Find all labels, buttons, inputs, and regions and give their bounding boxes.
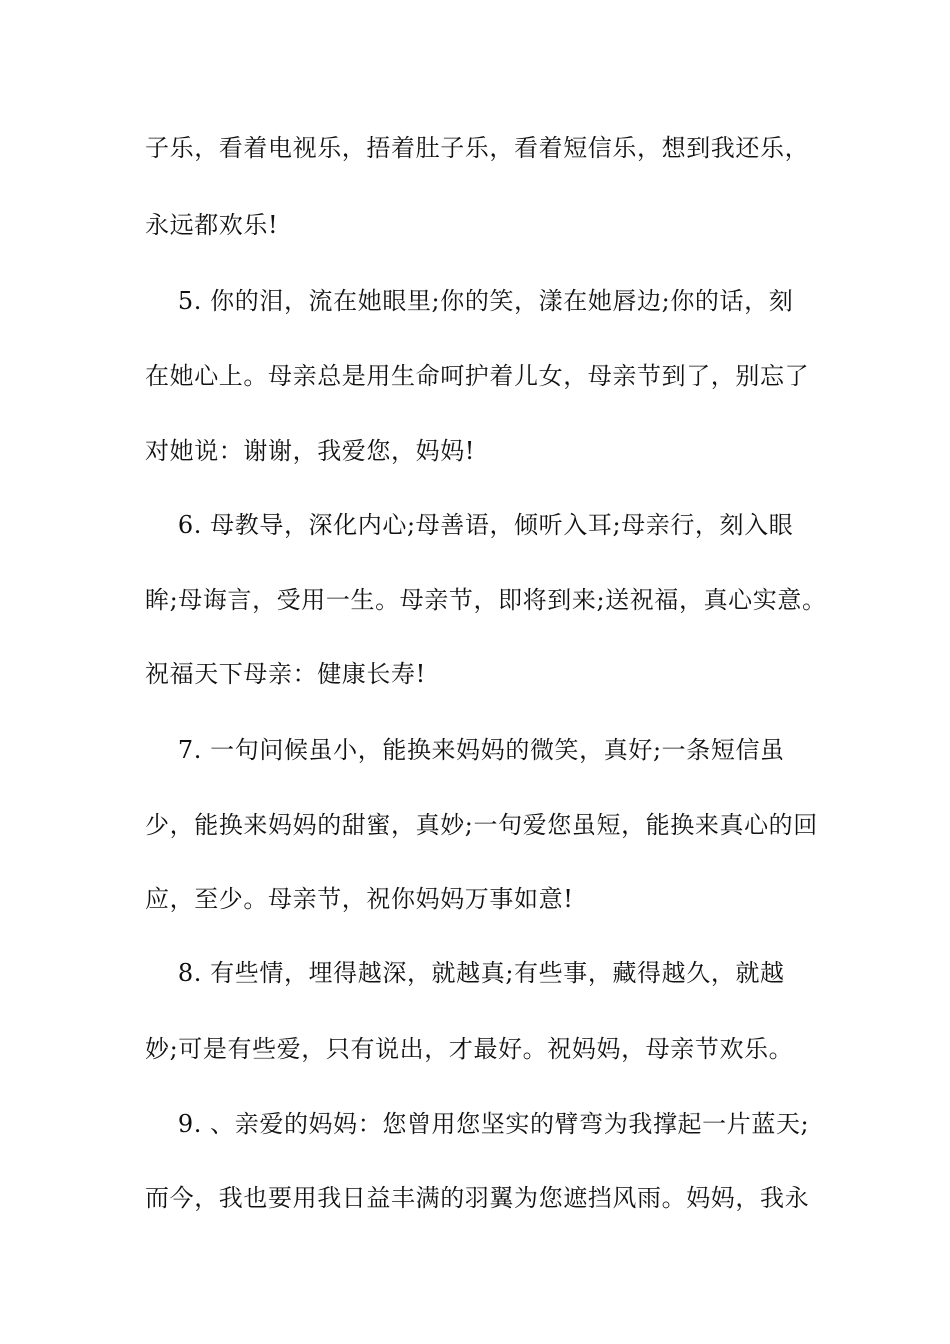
text-line: 5. 你的泪，流在她眼里;你的笑，漾在她唇边;你的话，刻	[145, 287, 794, 315]
text-line: 而今，我也要用我日益丰满的羽翼为您遮挡风雨。妈妈，我永	[145, 1184, 810, 1212]
text-line: 对她说：谢谢，我爱您，妈妈!	[145, 437, 476, 465]
text-line: 8. 有些情，埋得越深，就越真;有些事，藏得越久，就越	[145, 959, 785, 987]
text-line: 祝福天下母亲：健康长寿!	[145, 660, 426, 688]
text-line: 眸;母诲言，受用一生。母亲节，即将到来;送祝福，真心实意。	[145, 586, 827, 614]
text-line: 6. 母教导，深化内心;母善语，倾听入耳;母亲行，刻入眼	[145, 511, 794, 539]
text-line: 子乐，看着电视乐，捂着肚子乐，看着短信乐，想到我还乐，	[145, 134, 810, 162]
text-line: 应，至少。母亲节，祝你妈妈万事如意!	[145, 885, 574, 913]
text-line: 在她心上。母亲总是用生命呵护着儿女，母亲节到了，别忘了	[145, 362, 810, 390]
text-line: 永远都欢乐!	[145, 211, 279, 239]
text-line: 少，能换来妈妈的甜蜜，真妙;一句爱您虽短，能换来真心的回	[145, 811, 818, 839]
text-line: 7. 一句问候虽小，能换来妈妈的微笑，真好;一条短信虽	[145, 736, 785, 764]
text-line: 9. 、亲爱的妈妈：您曾用您坚实的臂弯为我撑起一片蓝天;	[145, 1110, 810, 1138]
text-line: 妙;可是有些爱，只有说出，才最好。祝妈妈，母亲节欢乐。	[145, 1035, 794, 1063]
